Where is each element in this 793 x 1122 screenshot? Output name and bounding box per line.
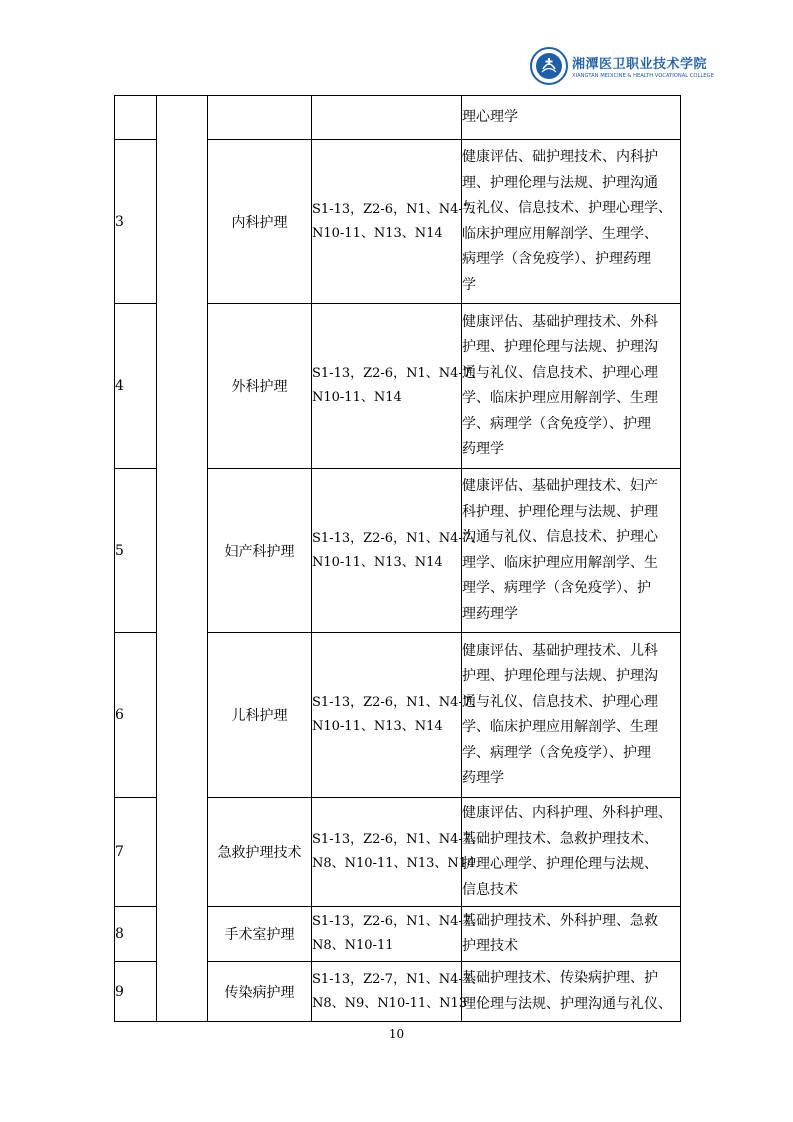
competency-codes <box>312 140 485 304</box>
content-line: 学 <box>462 276 476 293</box>
competency-codes <box>312 907 485 962</box>
content-line: 理、护理伦理与法规、护理沟通 <box>462 174 658 191</box>
content-line: 学、临床护理应用解剖学、生理 <box>462 719 658 735</box>
competency-codes <box>312 962 485 1022</box>
course-table <box>114 95 681 1022</box>
course-name: 妇产科护理 <box>208 469 312 633</box>
code-line: N10-11、N13、N14 <box>312 719 443 734</box>
course-name: 内科护理 <box>208 140 312 304</box>
course-name: 手术室护理 <box>208 907 312 962</box>
course-name: 外科护理 <box>208 304 312 469</box>
prerequisite-courses <box>462 798 681 907</box>
code-line: N8、N10-11 <box>312 938 394 953</box>
competency-codes <box>312 469 485 633</box>
page-header <box>530 46 714 86</box>
content-line: 通与礼仪、信息技术、护理心理 <box>462 364 658 381</box>
code-line: S1-13，Z2-7，N1、N4-7、 <box>312 971 485 987</box>
content-line: 沟通与礼仪、信息技术、护理心 <box>462 529 658 545</box>
code-line: S1-13，Z2-6，N1、N4-7、 <box>312 366 485 381</box>
content-line: 护理、护理伦理与法规、护理沟 <box>462 668 658 684</box>
competency-codes <box>312 798 485 907</box>
prerequisite-courses <box>462 962 681 1022</box>
code-line: S1-13，Z2-6，N1、N4-7、 <box>312 530 485 546</box>
content-line: 健康评估、内科护理、外科护理、 <box>462 805 672 821</box>
code-line: N10-11、N14 <box>312 390 402 405</box>
row-number: 8 <box>115 907 157 962</box>
content-line: 健康评估、基础护理技术、儿科 <box>462 642 658 659</box>
content-line: 临床护理应用解剖学、生理学、 <box>462 225 658 242</box>
course-name <box>208 96 312 140</box>
content-line: 健康评估、础护理技术、内科护 <box>462 149 658 165</box>
content-line: 药理学 <box>462 441 504 457</box>
content-line: 通与礼仪、信息技术、护理心理 <box>462 693 658 710</box>
content-line: 健康评估、基础护理技术、妇产 <box>462 478 658 494</box>
code-line: N8、N9、N10-11、N13 <box>312 995 468 1011</box>
prerequisite-courses <box>462 633 681 798</box>
prerequisite-courses <box>462 907 681 962</box>
category-cell <box>157 96 208 1022</box>
prerequisite-courses <box>462 304 681 469</box>
school-name-cn: 湘潭医卫职业技术学院 <box>572 57 708 72</box>
content-line: 学、病理学（含免疫学）、护理 <box>462 744 651 761</box>
content-line: 护理心理学、护理伦理与法规、 <box>462 856 658 872</box>
content-line: 理伦理与法规、护理沟通与礼仪、 <box>462 995 672 1012</box>
code-line: N10-11、N13、N14 <box>312 225 443 241</box>
prerequisite-courses <box>462 96 681 140</box>
table-row <box>115 96 681 140</box>
code-line: S1-13，Z2-6，N1、N4-7、 <box>312 914 485 929</box>
prerequisite-courses <box>462 469 681 633</box>
content-line: 理学、病理学（含免疫学）、护 <box>462 580 651 596</box>
content-line: 健康评估、基础护理技术、外科 <box>462 313 658 330</box>
competency-codes <box>312 96 462 140</box>
row-number: 7 <box>115 798 157 907</box>
content-line: 学、病理学（含免疫学）、护理 <box>462 415 651 432</box>
content-line: 学、临床护理应用解剖学、生理 <box>462 390 658 406</box>
content-line: 理学、临床护理应用解剖学、生 <box>462 554 658 571</box>
course-name: 传染病护理 <box>208 962 312 1022</box>
content-line: 理心理学 <box>462 108 518 125</box>
school-brand <box>572 53 714 79</box>
content-line: 病理学（含免疫学）、护理药理 <box>462 251 651 267</box>
row-number: 4 <box>115 304 157 469</box>
code-line: N8、N10-11、N13、N14 <box>312 856 476 871</box>
row-number: 3 <box>115 140 157 304</box>
content-line: 护理技术 <box>462 938 518 954</box>
page-number: 10 <box>388 1027 405 1041</box>
code-line: S1-13，Z2-6，N1、N4-7、 <box>312 695 485 710</box>
content-line: 药理学 <box>462 770 504 786</box>
course-name: 儿科护理 <box>208 633 312 798</box>
row-number: 6 <box>115 633 157 798</box>
content-line: 护理、护理伦理与法规、护理沟 <box>462 339 658 355</box>
content-line: 科护理、护理伦理与法规、护理 <box>462 503 658 520</box>
content-line: 理药理学 <box>462 605 518 622</box>
content-line: 基础护理技术、急救护理技术、 <box>462 830 658 847</box>
prerequisite-courses <box>462 140 681 304</box>
school-logo-icon <box>530 47 568 85</box>
code-line: S1-13，Z2-6，N1、N4-7、 <box>312 832 485 847</box>
content-line: 基础护理技术、外科护理、急救 <box>462 912 658 929</box>
code-line: N10-11、N13、N14 <box>312 554 443 570</box>
course-name: 急救护理技术 <box>208 798 312 907</box>
row-number: 9 <box>115 962 157 1022</box>
content-line: 基础护理技术、传染病护理、护 <box>462 970 658 986</box>
content-line: 与礼仪、信息技术、护理心理学、 <box>462 200 672 216</box>
content-line: 信息技术 <box>462 881 518 898</box>
school-name-en: XIANGTAN MEDICINE & HEALTH VOCATIONAL COLLEGE <box>572 73 714 79</box>
row-number <box>115 96 157 140</box>
code-line: S1-13，Z2-6，N1、N4-7、 <box>312 201 485 217</box>
row-number: 5 <box>115 469 157 633</box>
